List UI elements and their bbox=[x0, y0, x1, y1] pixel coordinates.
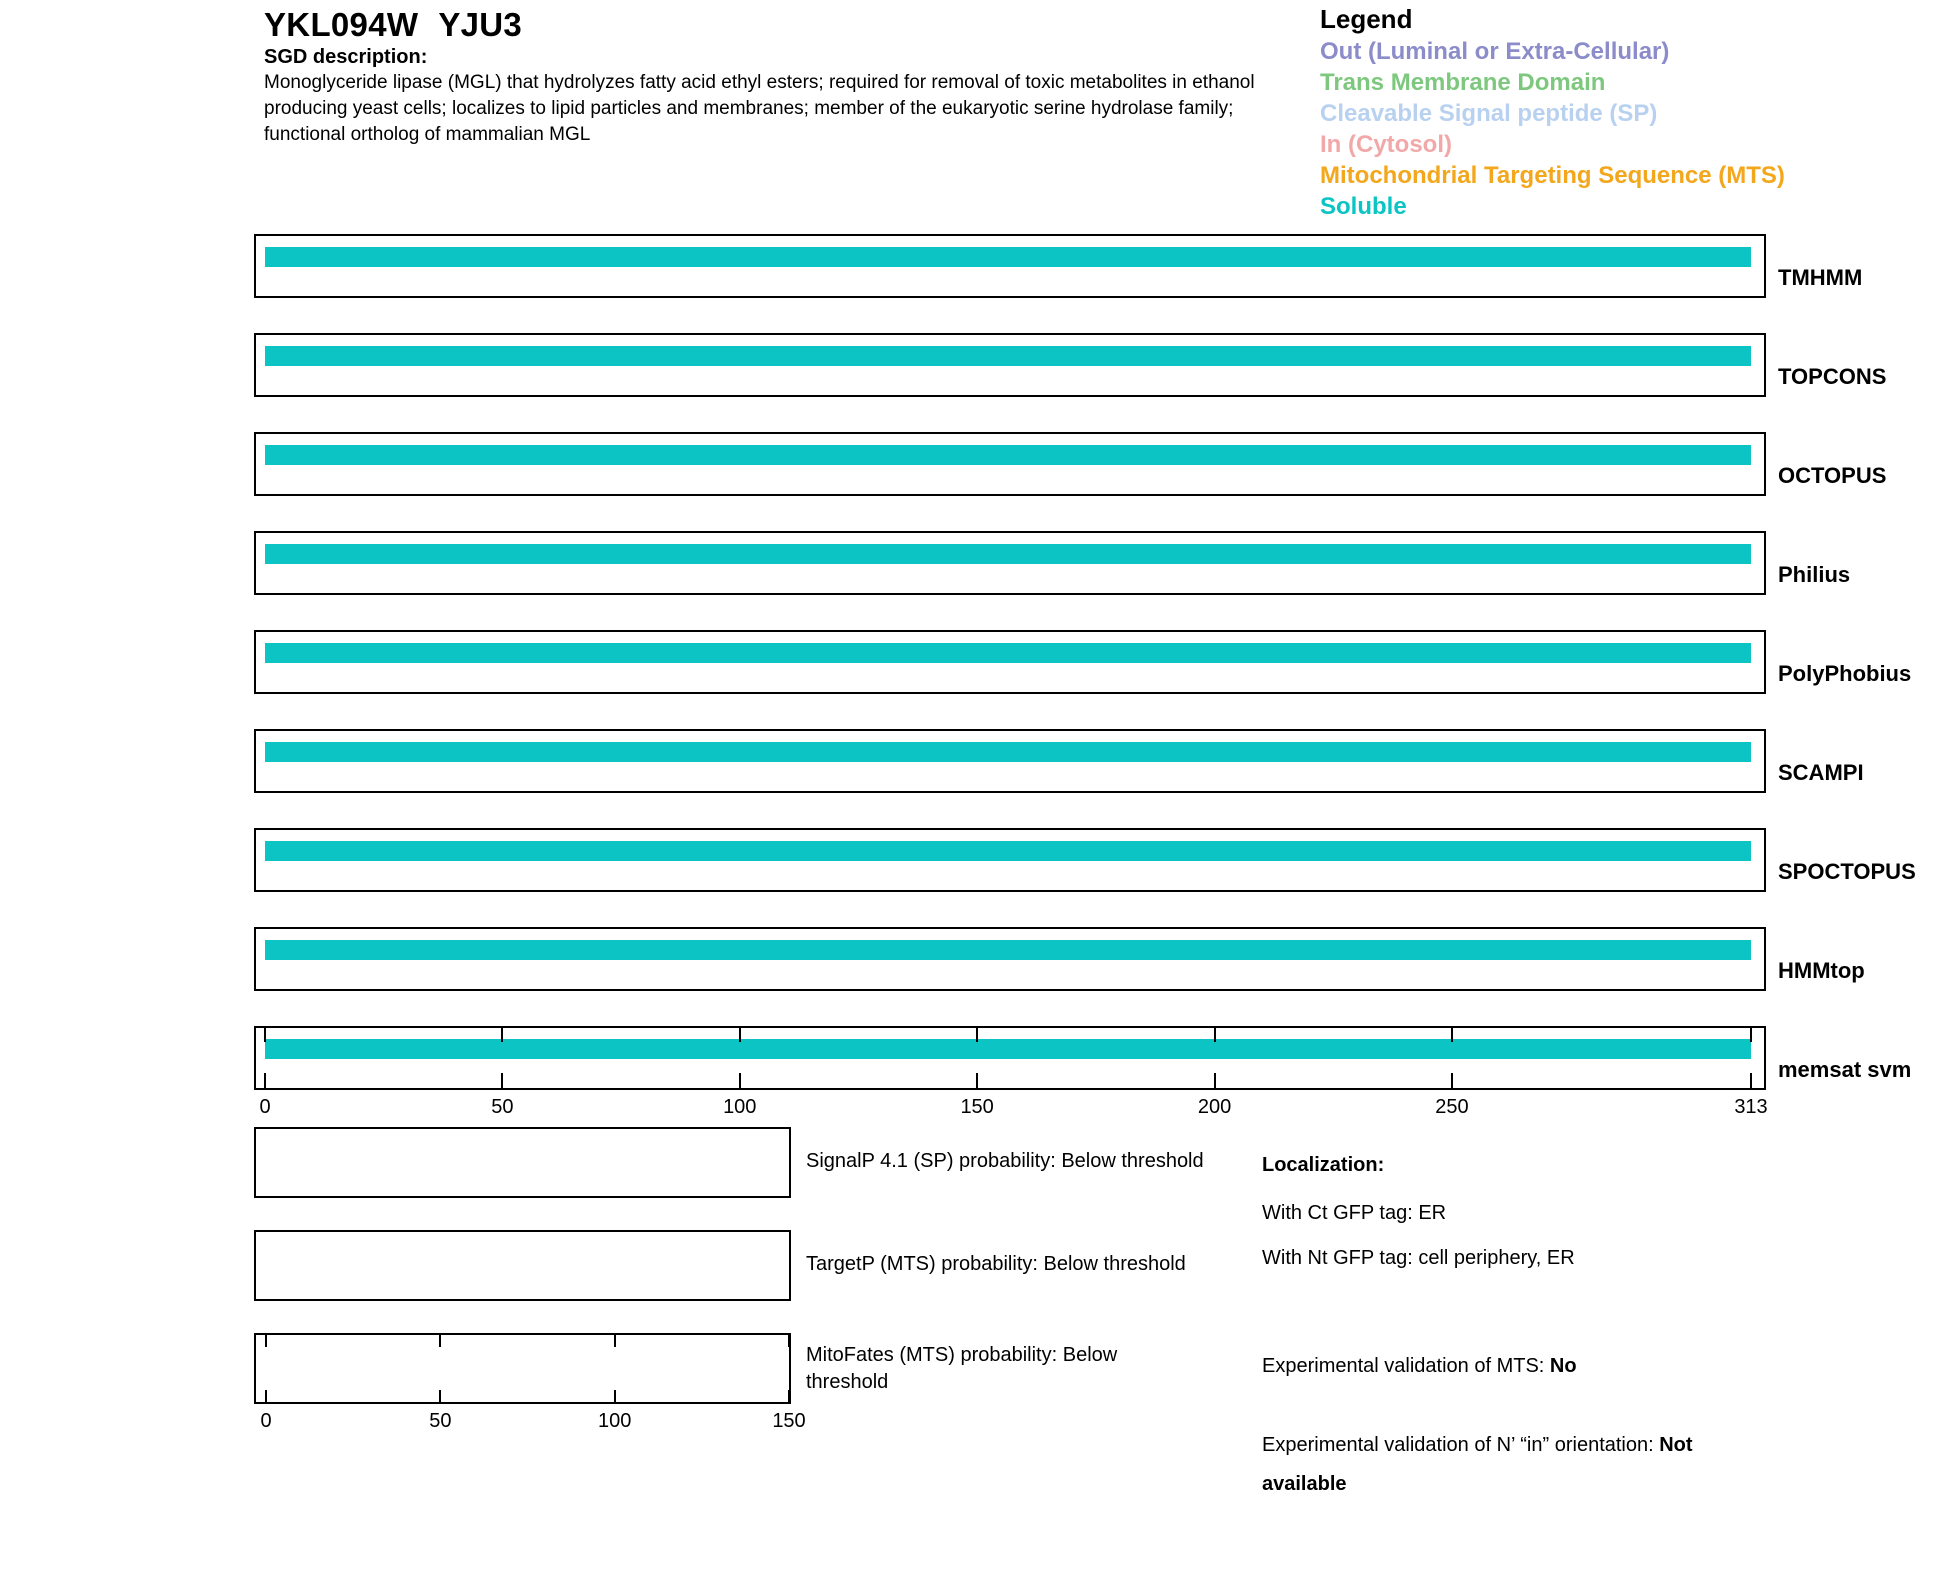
orf-name: YKL094W bbox=[264, 6, 419, 43]
track-box-hmmtop bbox=[254, 927, 1766, 991]
legend-item-out: Out (Luminal or Extra-Cellular) bbox=[1320, 38, 1670, 65]
axis-tick bbox=[265, 1390, 267, 1402]
main-axis-label-50: 50 bbox=[491, 1096, 514, 1118]
axis-tick bbox=[264, 1028, 266, 1042]
mts-validation-line bbox=[1262, 1353, 1577, 1380]
main-axis-label-0: 0 bbox=[259, 1096, 271, 1118]
main-axis-label-313: 313 bbox=[1734, 1096, 1768, 1118]
sub-axis-label-50: 50 bbox=[429, 1410, 452, 1432]
plot-box-signalp-4-1-sp-probability bbox=[254, 1127, 791, 1198]
localization-ct-line: With Ct GFP tag: ER bbox=[1262, 1202, 1447, 1224]
axis-tick bbox=[976, 1073, 978, 1088]
axis-tick bbox=[739, 1073, 741, 1088]
axis-tick bbox=[1451, 1028, 1453, 1042]
axis-tick bbox=[614, 1335, 616, 1347]
axis-tick bbox=[614, 1390, 616, 1402]
track-label-hmmtop: HMMtop bbox=[1778, 958, 1865, 983]
legend-item-soluble: Soluble bbox=[1320, 193, 1407, 220]
axis-tick bbox=[1214, 1073, 1216, 1088]
mts-validation-prefix: Experimental validation of MTS: bbox=[1262, 1355, 1550, 1377]
legend-item-mts: Mitochondrial Targeting Sequence (MTS) bbox=[1320, 162, 1785, 189]
axis-tick bbox=[439, 1390, 441, 1402]
orientation-validation-prefix: Experimental validation of N’ “in” orientation: bbox=[1262, 1434, 1660, 1456]
axis-tick bbox=[976, 1028, 978, 1042]
plot-caption-targetp-mts-probability: TargetP (MTS) probability: Below threshold bbox=[806, 1253, 1186, 1275]
localization-title: Localization: bbox=[1262, 1154, 1385, 1176]
axis-tick bbox=[501, 1073, 503, 1088]
track-bar-soluble bbox=[265, 247, 1751, 267]
track-box-spoctopus bbox=[254, 828, 1766, 892]
localization-nt-line: With Nt GFP tag: cell periphery, ER bbox=[1262, 1247, 1575, 1269]
track-bar-soluble bbox=[265, 544, 1751, 564]
track-bar-soluble bbox=[265, 346, 1751, 366]
axis-tick bbox=[264, 1073, 266, 1088]
sgd-description-label: SGD description: bbox=[264, 46, 428, 68]
axis-tick bbox=[788, 1390, 790, 1402]
track-label-memsat-svm: memsat svm bbox=[1778, 1057, 1912, 1082]
sub-axis-label-100: 100 bbox=[597, 1410, 632, 1432]
axis-tick bbox=[739, 1028, 741, 1042]
gene-name: YJU3 bbox=[438, 6, 523, 43]
main-axis-label-250: 250 bbox=[1435, 1096, 1469, 1118]
main-axis-label-150: 150 bbox=[960, 1096, 994, 1118]
track-box-memsat-svm bbox=[254, 1026, 1766, 1090]
track-bar-soluble bbox=[265, 742, 1751, 762]
legend-item-in: In (Cytosol) bbox=[1320, 131, 1452, 158]
track-label-philius: Philius bbox=[1778, 562, 1851, 587]
main-axis-label-100: 100 bbox=[723, 1096, 757, 1118]
legend-title: Legend bbox=[1320, 4, 1413, 34]
axis-tick bbox=[439, 1335, 441, 1347]
axis-tick bbox=[1750, 1073, 1752, 1088]
main-axis-label-200: 200 bbox=[1197, 1096, 1232, 1118]
plot-caption-signalp-4-1-sp-probability: SignalP 4.1 (SP) probability: Below threshold bbox=[806, 1150, 1204, 1172]
page-title bbox=[264, 6, 522, 44]
axis-tick bbox=[265, 1335, 267, 1347]
plot-box-targetp-mts-probability bbox=[254, 1230, 791, 1301]
legend-item-sp: Cleavable Signal peptide (SP) bbox=[1320, 100, 1658, 127]
track-bar-soluble bbox=[265, 940, 1751, 960]
sub-axis-label-150: 150 bbox=[772, 1410, 806, 1432]
track-box-polyphobius bbox=[254, 630, 1766, 694]
plot-caption-mitofates-mts-probability: MitoFates (MTS) probability: Below threshold bbox=[806, 1344, 1118, 1393]
track-box-topcons bbox=[254, 333, 1766, 397]
track-bar-soluble bbox=[265, 643, 1751, 663]
plot-box-mitofates-mts-probability bbox=[254, 1333, 791, 1404]
orientation-validation-line bbox=[1262, 1426, 1782, 1504]
track-box-philius bbox=[254, 531, 1766, 595]
track-box-tmhmm bbox=[254, 234, 1766, 298]
track-bar-soluble bbox=[265, 445, 1751, 465]
track-label-scampi: SCAMPI bbox=[1778, 760, 1864, 785]
legend-items bbox=[1320, 36, 1900, 222]
track-bar-soluble bbox=[265, 841, 1751, 861]
legend bbox=[1320, 2, 1900, 222]
axis-tick bbox=[1451, 1073, 1453, 1088]
track-box-scampi bbox=[254, 729, 1766, 793]
track-label-polyphobius: PolyPhobius bbox=[1778, 661, 1912, 686]
track-label-topcons: TOPCONS bbox=[1778, 364, 1887, 389]
axis-tick bbox=[1750, 1028, 1752, 1042]
axis-tick bbox=[501, 1028, 503, 1042]
legend-item-tm: Trans Membrane Domain bbox=[1320, 69, 1606, 96]
track-label-spoctopus: SPOCTOPUS bbox=[1778, 859, 1916, 884]
sgd-description-text: Monoglyceride lipase (MGL) that hydrolyzes fatty acid ethyl esters; required for removal of toxic metabolites in ethanol producing yeast cells; localizes to lipid particles and membranes; member of the eukaryotic serine hydrolase family; functional ortholog of mammalian MGL bbox=[264, 72, 1255, 145]
orientation-validation-value: Not available bbox=[1262, 1434, 1693, 1495]
sub-axis-label-0: 0 bbox=[260, 1410, 272, 1432]
track-box-octopus bbox=[254, 432, 1766, 496]
track-bar-soluble bbox=[265, 1039, 1751, 1059]
axis-tick bbox=[1214, 1028, 1216, 1042]
axis-tick bbox=[788, 1335, 790, 1347]
track-label-octopus: OCTOPUS bbox=[1778, 463, 1887, 488]
mts-validation-value: No bbox=[1549, 1355, 1577, 1377]
track-label-tmhmm: TMHMM bbox=[1778, 265, 1863, 290]
